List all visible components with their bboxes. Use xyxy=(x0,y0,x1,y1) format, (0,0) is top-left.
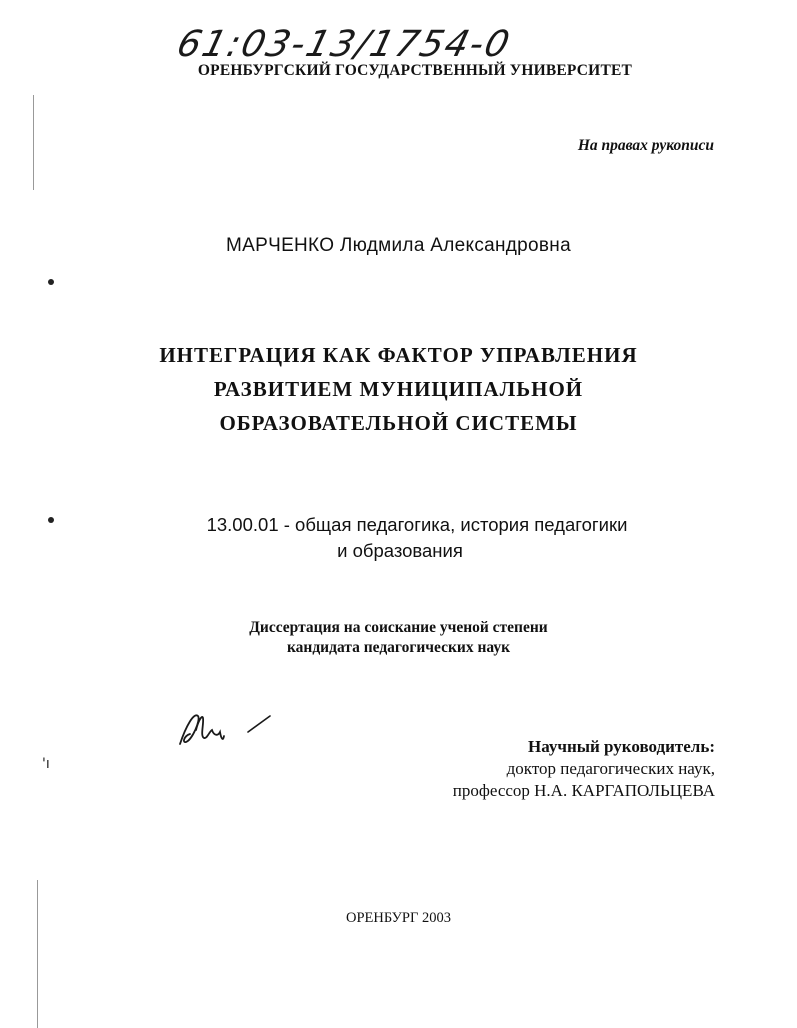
handwritten-signature xyxy=(176,706,276,752)
supervisor-heading: Научный руководитель: xyxy=(528,737,715,756)
supervisor-name: профессор Н.А. КАРГАПОЛЬЦЕВА xyxy=(452,781,715,800)
dissertation-title xyxy=(0,338,797,440)
supervisor-degree: доктор педагогических наук, xyxy=(506,759,715,778)
scan-edge-line xyxy=(33,95,34,190)
manuscript-rights: На правах рукописи xyxy=(577,137,714,154)
specialty xyxy=(0,512,797,564)
author-name: МАРЧЕНКО Людмила Александровна xyxy=(226,235,571,256)
city-year: ОРЕНБУРГ 2003 xyxy=(345,910,452,926)
title-line: РАЗВИТИЕМ МУНИЦИПАЛЬНОЙ xyxy=(213,377,584,401)
scan-edge-line xyxy=(37,880,38,1028)
university-name: ОРЕНБУРГСКИЙ ГОСУДАРСТВЕННЫЙ УНИВЕРСИТЕТ xyxy=(197,62,633,79)
degree-line: Диссертация на соискание ученой степени xyxy=(249,619,548,636)
degree-line: кандидата педагогических наук xyxy=(286,639,511,656)
punch-hole-mark xyxy=(48,279,54,285)
archive-number: 61:03-13/1754-0 xyxy=(172,24,516,65)
specialty-line: и образования xyxy=(337,540,463,561)
title-line: ИНТЕГРАЦИЯ КАК ФАКТОР УПРАВЛЕНИЯ xyxy=(159,343,638,367)
specialty-line: 13.00.01 - общая педагогика, история педагогики xyxy=(206,514,628,535)
margin-mark: 'ı xyxy=(42,756,50,772)
degree-statement xyxy=(0,618,797,658)
title-line: ОБРАЗОВАТЕЛЬНОЙ СИСТЕМЫ xyxy=(219,411,578,435)
scientific-supervisor xyxy=(453,736,715,802)
